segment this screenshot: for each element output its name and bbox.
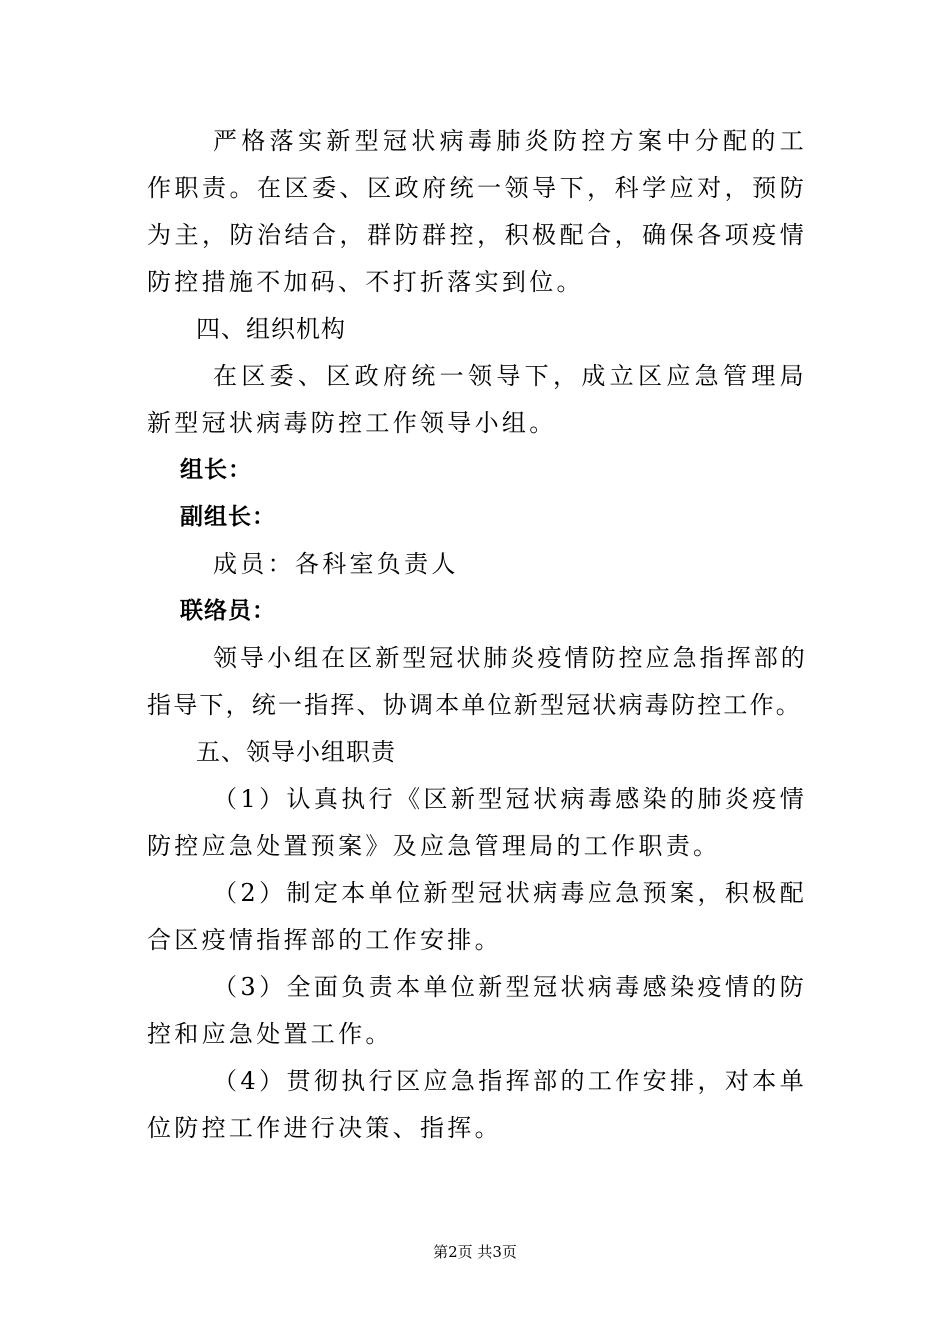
duty-item-3: （3）全面负责本单位新型冠状病毒感染疫情的防控和应急处置工作。: [147, 973, 807, 1048]
duty-item-1: （1）认真执行《区新型冠状病毒感染的肺炎疫情防控应急处置预案》及应急管理局的工作职责。: [147, 785, 807, 860]
paragraph-duty-implementation: 严格落实新型冠状病毒肺炎防控方案中分配的工作职责。在区委、区政府统一领导下，科学应对，预防为主，防治结合，群防群控，积极配合，确保各项疫情防控措施不加码、不打折落实到位。: [147, 127, 807, 296]
duty-item-4: （4）贯彻执行区应急指挥部的工作安排，对本单位防控工作进行决策、指挥。: [147, 1067, 807, 1142]
paragraph-members: 成员：各科室负责人: [213, 550, 459, 578]
paragraph-group-command: 领导小组在区新型冠状肺炎疫情防控应急指挥部的指导下，统一指挥、协调本单位新型冠状病毒防控工作。: [147, 644, 807, 719]
label-deputy-leader: 副组长：: [180, 504, 276, 530]
section-heading-duties: 五、领导小组职责: [196, 738, 396, 766]
paragraph-leading-group: 在区委、区政府统一领导下，成立区应急管理局新型冠状病毒防控工作领导小组。: [147, 362, 807, 437]
label-group-leader: 组长：: [180, 457, 252, 483]
section-heading-organization: 四、组织机构: [196, 315, 346, 343]
page-number-footer: 第2页 共3页: [433, 1243, 517, 1261]
document-body: [147, 118, 807, 1152]
label-liaison: 联络员：: [180, 598, 276, 624]
duty-item-2: （2）制定本单位新型冠状病毒应急预案，积极配合区疫情指挥部的工作安排。: [147, 879, 807, 954]
